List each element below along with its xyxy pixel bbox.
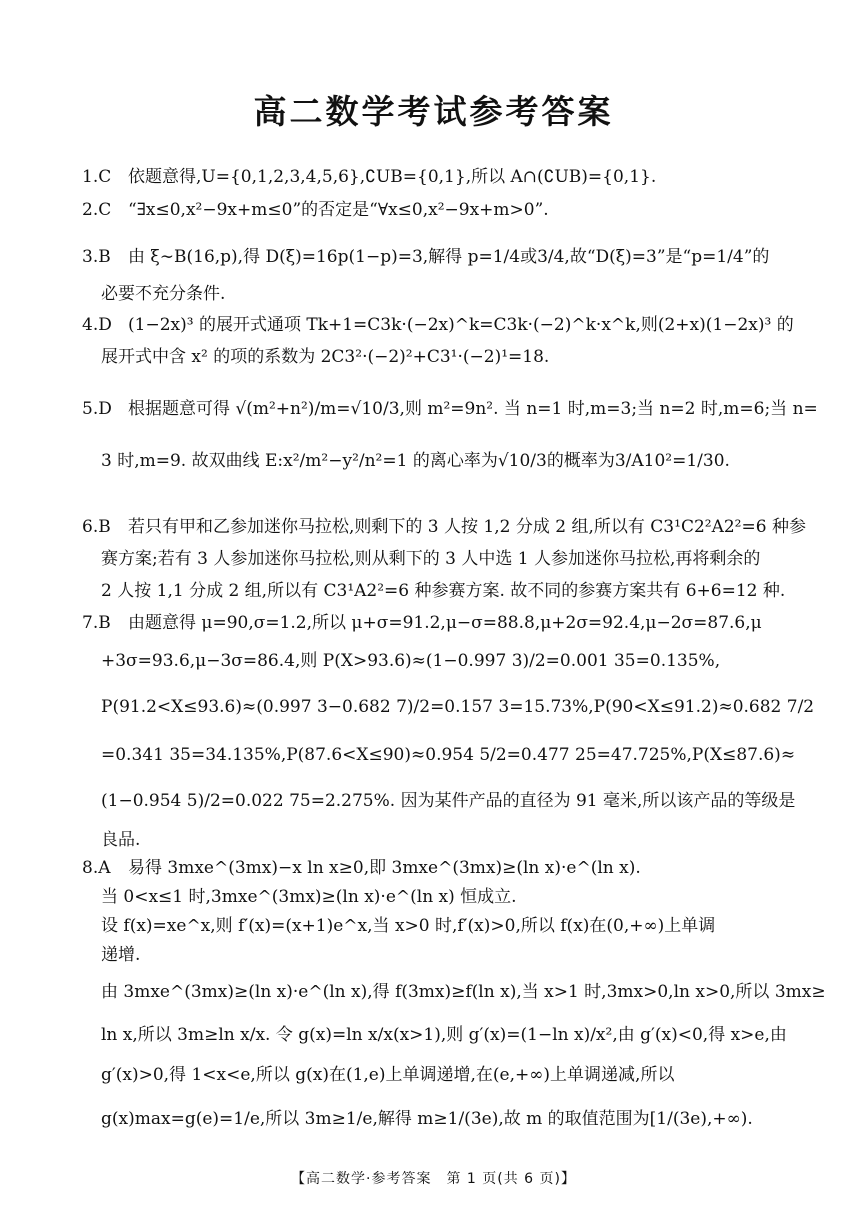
answer-7-cont: =0.341 35=34.135%,P(87.6<X≤90)≈0.954 5/2=0.477 25=47.725%,P(X≤87.6)≈ — [101, 745, 796, 765]
answer-number: 1.C — [82, 167, 112, 187]
answer-8-cont: 当 0<x≤1 时,3mxe^(3mx)≥(ln x)·e^(ln x) 恒成立. — [101, 887, 517, 907]
answer-7-cont: P(91.2<X≤93.6)≈(0.997 3−0.682 7)/2=0.157 3=15.73%,P(90<X≤91.2)≈0.682 7/2 — [101, 697, 815, 717]
answer-8 — [82, 857, 641, 879]
answer-3 — [82, 246, 769, 268]
answer-number: 2.C — [82, 200, 112, 220]
answer-8-cont: ln x,所以 3m≥ln x/x. 令 g(x)=ln x/x(x>1),则 g′(x)=(1−ln x)/x²,由 g′(x)<0,得 x>e,由 — [101, 1025, 787, 1045]
answer-number: 8.A — [82, 858, 111, 878]
answer-number: 5.D — [82, 399, 112, 419]
answer-5-cont: 3 时,m=9. 故双曲线 E:x²/m²−y²/n²=1 的离心率为√10/3的概率为3/A10²=1/30. — [101, 451, 730, 471]
answer-text: 易得 3mxe^(3mx)−x ln x≥0,即 3mxe^(3mx)≥(ln x)·e^(ln x). — [128, 858, 641, 878]
answer-6-cont: 2 人按 1,1 分成 2 组,所以有 C3¹A2²=6 种参赛方案. 故不同的参赛方案共有 6+6=12 种. — [101, 581, 786, 601]
answer-8-cont: g′(x)>0,得 1<x<e,所以 g(x)在(1,e)上单调递增,在(e,+∞)上单调递减,所以 — [101, 1065, 675, 1085]
page-footer: 【高二数学·参考答案 第 1 页(共 6 页)】 — [291, 1171, 576, 1187]
answer-8-cont: g(x)max=g(e)=1/e,所以 3m≥1/e,解得 m≥1/(3e),故 m 的取值范围为[1/(3e),+∞). — [101, 1109, 753, 1129]
answer-8-cont: 由 3mxe^(3mx)≥(ln x)·e^(ln x),得 f(3mx)≥f(ln x),当 x>1 时,3mx>0,ln x>0,所以 3mx≥ — [101, 982, 826, 1002]
answer-text: 由题意得 μ=90,σ=1.2,所以 μ+σ=91.2,μ−σ=88.8,μ+2σ=92.4,μ−2σ=87.6,μ — [128, 613, 762, 633]
answer-5 — [82, 398, 818, 420]
answer-7-cont: +3σ=93.6,μ−3σ=86.4,则 P(X>93.6)≈(1−0.997 3)/2=0.001 35=0.135%, — [101, 651, 721, 671]
answer-text: 由 ξ∼B(16,p),得 D(ξ)=16p(1−p)=3,解得 p=1/4或3/4,故“D(ξ)=3”是“p=1/4”的 — [128, 247, 770, 267]
answer-4-cont: 展开式中含 x² 的项的系数为 2C3²·(−2)²+C3¹·(−2)¹=18. — [101, 347, 550, 367]
answer-4 — [82, 314, 794, 336]
answer-number: 7.B — [82, 613, 111, 633]
page-title: 高二数学考试参考答案 — [253, 92, 614, 131]
answer-text: 若只有甲和乙参加迷你马拉松,则剩下的 3 人按 1,2 分成 2 组,所以有 C3¹C2²A2²=6 种参 — [128, 517, 806, 537]
answer-number: 6.B — [82, 517, 111, 537]
answer-text: 依题意得,U={0,1,2,3,4,5,6},∁UB={0,1},所以 A∩(∁UB)={0,1}. — [128, 167, 657, 187]
answer-text: (1−2x)³ 的展开式通项 Tk+1=C3k·(−2x)^k=C3k·(−2)^k·x^k,则(2+x)(1−2x)³ 的 — [128, 315, 794, 335]
answer-6-cont: 赛方案;若有 3 人参加迷你马拉松,则从剩下的 3 人中选 1 人参加迷你马拉松,再将剩余的 — [101, 549, 761, 569]
answer-number: 4.D — [82, 315, 112, 335]
answer-3-cont: 必要不充分条件. — [101, 284, 226, 304]
answer-text: “∃x≤0,x²−9x+m≤0”的否定是“∀x≤0,x²−9x+m>0”. — [128, 200, 549, 220]
answer-7 — [82, 612, 762, 634]
answer-2 — [82, 199, 549, 221]
answer-8-cont: 设 f(x)=xe^x,则 f′(x)=(x+1)e^x,当 x>0 时,f′(x)>0,所以 f(x)在(0,+∞)上单调 — [101, 916, 716, 936]
answer-8-cont: 递增. — [101, 945, 141, 965]
answer-text: 根据题意可得 √(m²+n²)/m=√10/3,则 m²=9n². 当 n=1 时,m=3;当 n=2 时,m=6;当 n= — [128, 399, 818, 419]
answer-number: 3.B — [82, 247, 111, 267]
answer-6 — [82, 516, 806, 538]
answer-7-cont: (1−0.954 5)/2=0.022 75=2.275%. 因为某件产品的直径为 91 毫米,所以该产品的等级是 — [101, 791, 796, 811]
answer-7-cont: 良品. — [101, 830, 141, 850]
answer-1 — [82, 166, 656, 188]
